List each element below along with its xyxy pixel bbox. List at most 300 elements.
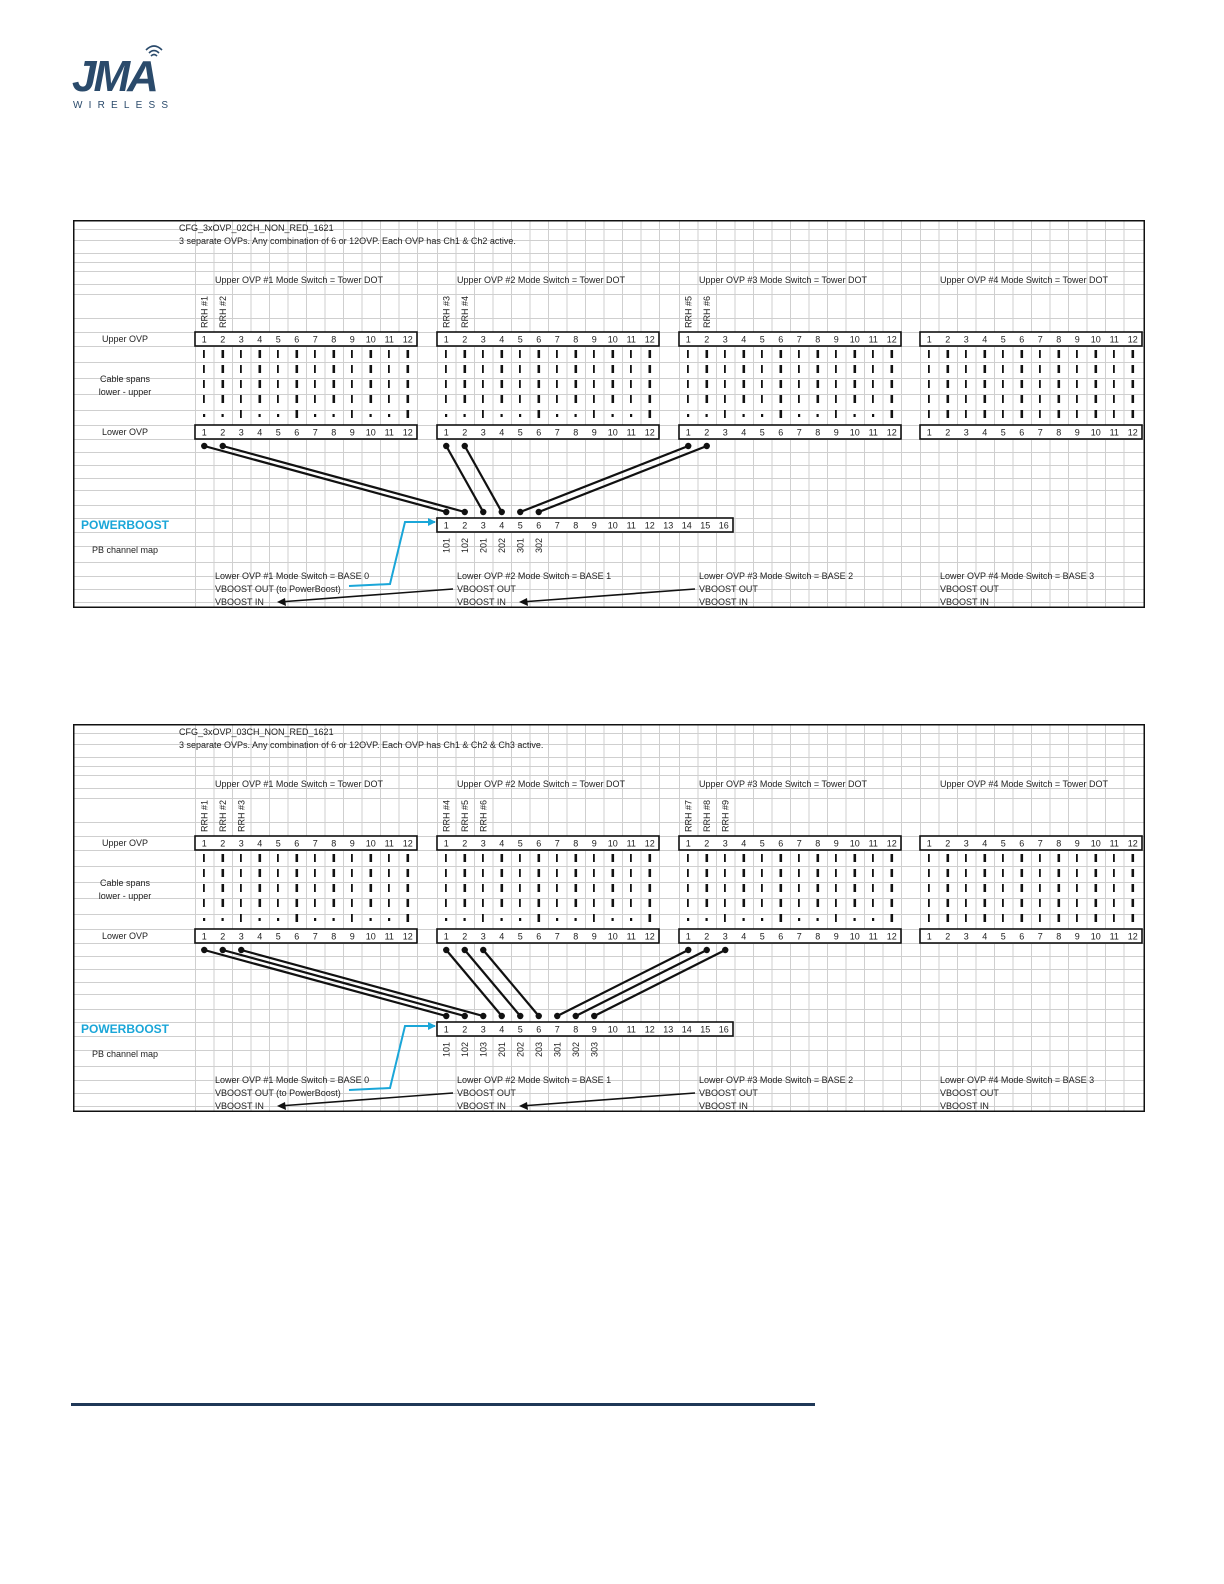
pb-port-number: 8: [573, 520, 579, 531]
cable-span-mark: [891, 884, 894, 892]
port-number: 12: [402, 334, 413, 345]
port-number: 8: [815, 334, 821, 345]
cable-span-mark: [407, 869, 410, 877]
cable-span-mark: [743, 380, 746, 388]
cable-span-mark: [761, 854, 763, 862]
port-number: 1: [685, 931, 691, 942]
cable-span-mark: [482, 350, 484, 358]
cable-span-mark: [222, 899, 225, 907]
cable-span-mark: [612, 380, 615, 388]
cable-span-mark: [984, 350, 987, 358]
port-number: 1: [926, 838, 932, 849]
pb-port-number: 9: [591, 520, 597, 531]
cable-span-mark: [370, 899, 373, 907]
cable-span-mark: [780, 869, 783, 877]
cable-span-mark: [687, 854, 689, 862]
cable-span-mark: [407, 380, 410, 388]
cable-span-mark: [259, 899, 262, 907]
cable-span-mark: [724, 380, 726, 388]
cable-span-mark: [706, 854, 709, 862]
cable-span-mark: [482, 884, 484, 892]
cable-span-mark: [1002, 854, 1004, 862]
port-number: 2: [220, 838, 226, 849]
pb-port-number: 7: [554, 520, 560, 531]
port-number: 6: [536, 931, 542, 942]
cable-span-mark: [817, 380, 820, 388]
cable-span-mark: [835, 395, 837, 403]
cable-span-mark: [351, 914, 353, 922]
vboost-return-arrow: [521, 589, 695, 602]
port-number: 6: [778, 427, 784, 438]
cable-span-mark: [464, 854, 467, 862]
port-number: 5: [759, 838, 765, 849]
cable-span-mark: [947, 914, 950, 922]
cable-span-mark: [277, 365, 279, 373]
connector-dot: [704, 947, 710, 953]
cable-span-mark: [1058, 869, 1061, 877]
cable-span-mark: [296, 854, 299, 862]
port-number: 6: [294, 838, 300, 849]
cable-span-mark: [1113, 869, 1115, 877]
port-number: 4: [499, 334, 505, 345]
cable-span-mark: [277, 395, 279, 403]
powerboost-port-strip: [437, 518, 733, 532]
cable-span-mark: [519, 365, 521, 373]
cable-span-mark: [649, 410, 652, 418]
cable-span-mark: [872, 854, 874, 862]
cable-span-mark: [333, 365, 336, 373]
rrh-label: RRH #2: [217, 295, 228, 328]
cable-span-mark: [351, 365, 353, 373]
lower-ovp-port-strip: [437, 425, 659, 439]
port-number: 10: [607, 838, 618, 849]
cable-span-mark: [351, 350, 353, 358]
cable-span-mark: [780, 854, 783, 862]
port-number: 11: [868, 427, 878, 438]
cable-span-mark: [370, 884, 373, 892]
cable-span-mark: [277, 380, 279, 388]
cable-span-mark: [724, 365, 726, 373]
cable-span-mark: [965, 899, 967, 907]
port-number: 3: [963, 838, 969, 849]
connector-dot: [220, 947, 226, 953]
connector-dot: [443, 1013, 449, 1019]
cable-span-mark: [240, 899, 242, 907]
cable-span-mark: [630, 869, 632, 877]
connector-dot: [462, 443, 468, 449]
cable-span-mark: [240, 884, 242, 892]
port-number: 1: [201, 334, 207, 345]
port-number: 4: [499, 427, 505, 438]
port-number: 10: [607, 931, 618, 942]
port-number: 4: [982, 427, 988, 438]
cable-span-mark: [445, 918, 447, 921]
cable-span-mark: [333, 395, 336, 403]
cable-span-mark: [259, 395, 262, 403]
lower-ovp-port-strip: [679, 425, 901, 439]
port-number: 1: [201, 427, 207, 438]
cable-span-mark: [240, 854, 242, 862]
cable-span-mark: [314, 854, 316, 862]
pb-channel-label: 102: [459, 538, 470, 554]
cable-span-mark: [854, 918, 856, 921]
port-number: 7: [554, 931, 560, 942]
upper-ovp-header: Upper OVP #1 Mode Switch = Tower DOT: [215, 779, 383, 789]
port-number: 1: [443, 838, 449, 849]
vboost-in-label: VBOOST IN: [215, 597, 264, 607]
cable-span-mark: [612, 414, 614, 417]
port-number: 8: [573, 334, 579, 345]
cable-span-mark: [1076, 410, 1078, 418]
port-number: 1: [926, 427, 932, 438]
cable-span-mark: [724, 410, 726, 418]
cable-span-mark: [240, 410, 242, 418]
cable-span-mark: [872, 350, 874, 358]
cable-span-mark: [333, 854, 336, 862]
cable-span-mark: [817, 918, 819, 921]
cable-span-mark: [445, 869, 447, 877]
cable-span-mark: [1002, 365, 1004, 373]
port-number: 4: [741, 931, 747, 942]
port-number: 10: [365, 427, 376, 438]
cable-span-mark: [314, 380, 316, 388]
cable-span-mark: [928, 869, 930, 877]
cable-span-mark: [872, 395, 874, 403]
vboost-out-label: VBOOST OUT: [457, 584, 516, 594]
cable-span-mark: [501, 899, 504, 907]
cable-span-mark: [649, 350, 652, 358]
cable-span-mark: [798, 395, 800, 403]
port-number: 10: [849, 427, 860, 438]
cable-span-mark: [556, 884, 558, 892]
vboost-in-label: VBOOST IN: [215, 1101, 264, 1111]
cable-span-mark: [538, 884, 541, 892]
cable-span-mark: [482, 365, 484, 373]
cable-span-mark: [351, 380, 353, 388]
connector-dot: [685, 443, 691, 449]
cable-span-mark: [630, 899, 632, 907]
cable-span-mark: [706, 918, 708, 921]
pb-channel-label: 302: [570, 1042, 581, 1058]
port-number: 3: [238, 427, 244, 438]
cable-span-mark: [724, 884, 726, 892]
port-number: 7: [1037, 334, 1043, 345]
cable-span-mark: [780, 380, 783, 388]
cable-span-mark: [314, 395, 316, 403]
cable-span-mark: [407, 410, 410, 418]
cable-span-mark: [1113, 854, 1115, 862]
cable-span-mark: [314, 899, 316, 907]
upper-ovp-port-strip: [679, 332, 901, 346]
cable-span-mark: [519, 395, 521, 403]
cable-span-mark: [965, 854, 967, 862]
port-number: 10: [849, 931, 860, 942]
port-number: 8: [1056, 931, 1062, 942]
pb-port-number: 11: [626, 1024, 636, 1035]
cable-span-mark: [780, 410, 783, 418]
pb-port-number: 3: [480, 1024, 486, 1035]
cable-span-mark: [351, 884, 353, 892]
port-number: 12: [1127, 838, 1138, 849]
port-number: 4: [257, 334, 263, 345]
port-number: 12: [1127, 334, 1138, 345]
cable-span-mark: [501, 365, 504, 373]
rrh-label: RRH #3: [236, 799, 247, 832]
upper-ovp-port-strip: [920, 332, 1142, 346]
cable-span-mark: [649, 914, 652, 922]
cable-span-mark: [259, 365, 262, 373]
cable-span-mark: [445, 899, 447, 907]
pb-port-number: 5: [517, 520, 523, 531]
cable-span-mark: [1039, 410, 1041, 418]
diagram-title: CFG_3xOVP_03CH_NON_RED_1621: [179, 727, 334, 737]
cable-span-mark: [593, 350, 595, 358]
port-number: 9: [591, 427, 597, 438]
port-number: 6: [1019, 931, 1025, 942]
powerboost-logo: POWERBOOST: [80, 518, 170, 532]
cable-span-mark: [575, 899, 578, 907]
pb-port-number: 10: [607, 1024, 618, 1035]
cable-span-mark: [1095, 410, 1098, 418]
cable-span-mark: [854, 365, 857, 373]
cable-span-mark: [835, 380, 837, 388]
cable-span-mark: [965, 365, 967, 373]
port-number: 2: [220, 334, 226, 345]
port-number: 5: [275, 931, 281, 942]
port-number: 6: [536, 838, 542, 849]
cable-span-mark: [1095, 899, 1098, 907]
cable-span-mark: [687, 899, 689, 907]
port-number: 6: [778, 931, 784, 942]
cable-span-mark: [388, 365, 390, 373]
port-number: 10: [1090, 334, 1101, 345]
port-number: 8: [331, 334, 337, 345]
cable-span-mark: [333, 414, 335, 417]
port-number: 12: [886, 334, 897, 345]
cable-span-mark: [706, 869, 709, 877]
port-number: 11: [384, 334, 394, 345]
pb-port-number: 4: [499, 1024, 505, 1035]
cable-span-mark: [445, 380, 447, 388]
pb-port-number: 11: [626, 520, 636, 531]
cable-span-mark: [1095, 884, 1098, 892]
cable-span-mark: [575, 854, 578, 862]
cable-span-mark: [687, 884, 689, 892]
port-number: 7: [312, 334, 318, 345]
cable-span-mark: [277, 414, 279, 417]
lower-ovp-port-strip: [679, 929, 901, 943]
cable-span-mark: [519, 854, 521, 862]
cable-span-mark: [1002, 869, 1004, 877]
cable-span-mark: [593, 884, 595, 892]
cable-span-mark: [333, 884, 336, 892]
cable-span-mark: [593, 365, 595, 373]
pb-channel-label: 201: [478, 538, 489, 554]
connector-dot: [722, 947, 728, 953]
cable-span-mark: [798, 365, 800, 373]
cable-span-mark: [780, 395, 783, 403]
cable-span-mark: [203, 899, 205, 907]
upper-ovp-port-strip: [195, 332, 417, 346]
jma-wireless-logo: [70, 44, 170, 114]
port-number: 10: [607, 427, 618, 438]
cable-span-mark: [259, 854, 262, 862]
pb-channel-label: 303: [589, 1042, 600, 1058]
footer-rule: [71, 1403, 815, 1406]
cable-span-mark: [965, 884, 967, 892]
vboost-in-label: VBOOST IN: [457, 597, 506, 607]
cable-span-mark: [724, 395, 726, 403]
cable-span-mark: [854, 380, 857, 388]
cable-span-mark: [370, 350, 373, 358]
powerboost-logo: POWERBOOST: [80, 1022, 170, 1036]
port-number: 3: [722, 931, 728, 942]
port-number: 12: [644, 838, 655, 849]
connector-dot: [220, 443, 226, 449]
cable-span-mark: [203, 884, 205, 892]
cable-span-mark: [593, 395, 595, 403]
cable-span-mark: [984, 410, 987, 418]
lower-ovp-header: Lower OVP #1 Mode Switch = BASE 0: [215, 1075, 370, 1085]
cable-span-mark: [891, 395, 894, 403]
cable-span-mark: [1113, 350, 1115, 358]
cable-span-mark: [464, 414, 466, 417]
cable-span-mark: [1021, 899, 1024, 907]
cable-span-mark: [947, 365, 950, 373]
cable-span-mark: [277, 854, 279, 862]
pb-port-number: 12: [644, 1024, 655, 1035]
port-number: 6: [1019, 838, 1025, 849]
cable-span-mark: [724, 914, 726, 922]
svg-text:WIRELESS: WIRELESS: [73, 100, 170, 111]
upper-ovp-label: Upper OVP: [101, 838, 149, 848]
cable-span-mark: [222, 884, 225, 892]
cable-span-mark: [556, 395, 558, 403]
cable-span-mark: [1021, 854, 1024, 862]
cable-span-mark: [630, 350, 632, 358]
cable-span-mark: [1132, 914, 1135, 922]
cable-span-mark: [1058, 854, 1061, 862]
connector-dot: [704, 443, 710, 449]
diagram-subtitle: 3 separate OVPs. Any combination of 6 or 12OVP. Each OVP has Ch1 & Ch2 active.: [179, 236, 516, 246]
cable-span-mark: [1132, 899, 1135, 907]
cable-span-mark: [984, 380, 987, 388]
cable-span-mark: [854, 869, 857, 877]
port-number: 5: [1000, 931, 1006, 942]
cable-span-mark: [259, 380, 262, 388]
cable-span-mark: [556, 854, 558, 862]
connector-dot: [462, 947, 468, 953]
pb-channel-label: 101: [441, 1042, 452, 1058]
cable-span-mark: [556, 350, 558, 358]
rrh-label: RRH #5: [683, 295, 694, 328]
port-number: 12: [402, 427, 413, 438]
cable-span-mark: [296, 395, 299, 403]
cable-span-mark: [649, 380, 652, 388]
port-number: 12: [886, 427, 897, 438]
cable-span-mark: [556, 869, 558, 877]
connector-dot: [536, 509, 542, 515]
port-number: 2: [945, 334, 951, 345]
pb-port-number: 14: [681, 520, 692, 531]
connector-dot: [499, 509, 505, 515]
cable-span-mark: [314, 350, 316, 358]
port-number: 4: [741, 334, 747, 345]
rrh-label: RRH #3: [441, 295, 452, 328]
port-number: 5: [275, 838, 281, 849]
cable-span-mark: [445, 884, 447, 892]
cable-span-mark: [1113, 914, 1115, 922]
cable-span-mark: [482, 395, 484, 403]
cable-span-mark: [259, 350, 262, 358]
cable-span-mark: [407, 854, 410, 862]
cable-span-mark: [501, 869, 504, 877]
port-number: 6: [294, 334, 300, 345]
cable-span-mark: [593, 914, 595, 922]
lower-ovp-header: Lower OVP #4 Mode Switch = BASE 3: [940, 571, 1095, 581]
cable-span-mark: [203, 350, 205, 358]
cable-span-mark: [1002, 350, 1004, 358]
port-number: 12: [886, 931, 897, 942]
cable-span-mark: [538, 854, 541, 862]
cable-spans-label: Cable spans: [99, 374, 151, 384]
cable-span-mark: [464, 395, 467, 403]
port-number: 3: [963, 427, 969, 438]
port-number: 9: [349, 334, 355, 345]
lower-ovp-label: Lower OVP: [101, 931, 149, 941]
cable-span-mark: [835, 854, 837, 862]
upper-ovp-port-strip: [195, 836, 417, 850]
port-number: 4: [499, 931, 505, 942]
cable-span-mark: [965, 380, 967, 388]
cable-span-mark: [817, 869, 820, 877]
cable-span-mark: [1039, 854, 1041, 862]
cable-span-mark: [593, 410, 595, 418]
cable-span-mark: [351, 395, 353, 403]
cable-span-mark: [407, 365, 410, 373]
cable-span-mark: [743, 395, 746, 403]
cable-span-mark: [538, 395, 541, 403]
cable-span-mark: [575, 380, 578, 388]
cable-span-mark: [388, 395, 390, 403]
cable-span-mark: [1021, 914, 1024, 922]
cable-span-mark: [501, 350, 504, 358]
cable-span-mark: [203, 918, 205, 921]
port-number: 11: [384, 838, 394, 849]
port-number: 7: [796, 427, 802, 438]
port-number: 7: [1037, 931, 1043, 942]
cable-span-mark: [1076, 869, 1078, 877]
cable-span-mark: [333, 350, 336, 358]
cable-span-mark: [519, 414, 521, 417]
cable-span-mark: [407, 899, 410, 907]
cable-span-mark: [630, 918, 632, 921]
cable-span-mark: [761, 918, 763, 921]
cable-span-mark: [203, 414, 205, 417]
cable-span-mark: [538, 869, 541, 877]
cable-span-mark: [296, 899, 299, 907]
cable-span-mark: [1076, 380, 1078, 388]
cable-span-mark: [1039, 884, 1041, 892]
port-number: 10: [607, 334, 618, 345]
cable-span-mark: [612, 365, 615, 373]
connector-dot: [480, 509, 486, 515]
arrowhead: [277, 1102, 286, 1110]
cable-span-mark: [1002, 395, 1004, 403]
pb-channel-map-label: PB channel map: [91, 1049, 159, 1059]
lower-ovp-header: Lower OVP #3 Mode Switch = BASE 2: [699, 1075, 854, 1085]
arrowhead: [277, 598, 286, 606]
